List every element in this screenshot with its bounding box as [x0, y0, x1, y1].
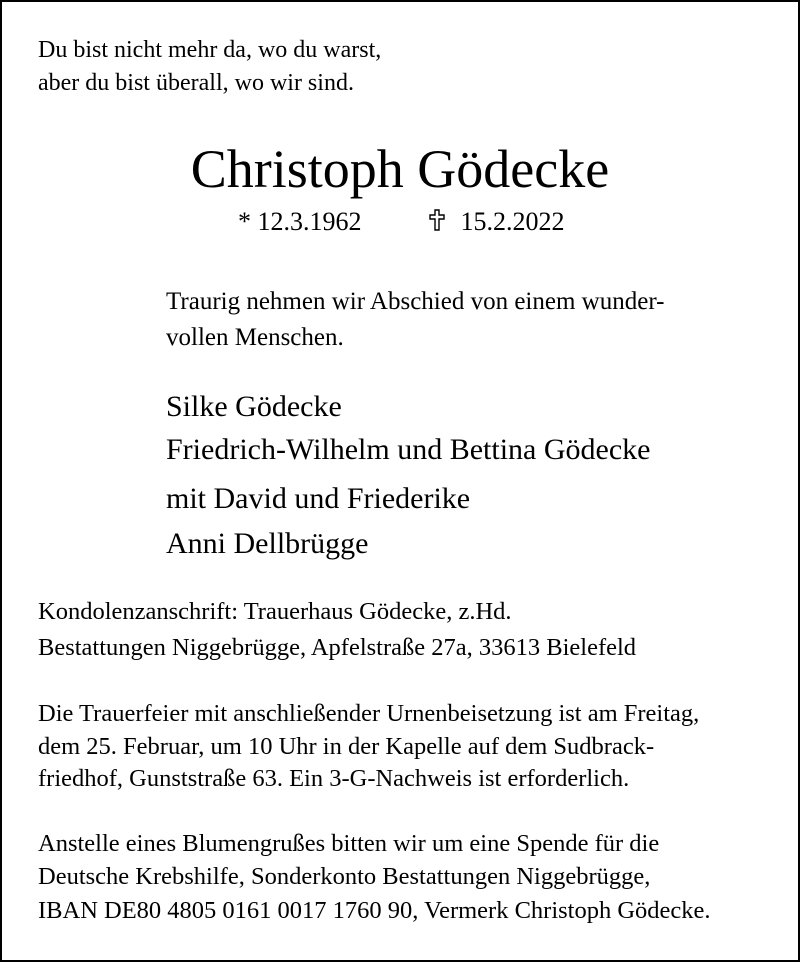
service-info-line-1: Die Trauerfeier mit anschließender Urnenbeisetzung ist am Freitag,	[38, 700, 700, 727]
service-info-line-2: dem 25. Februar, um 10 Uhr in der Kapelle auf dem Sudbrack-	[38, 733, 655, 760]
farewell-line-2: vollen Menschen.	[166, 324, 344, 351]
donation-info-line-3: IBAN DE80 4805 0161 0017 1760 90, Vermerk Christoph Gödecke.	[38, 897, 711, 924]
farewell-line-1: Traurig nehmen wir Abschied von einem wunder-	[166, 288, 665, 315]
mourner-name: Silke Gödecke	[166, 390, 342, 423]
mourner-name: Friedrich-Wilhelm und Bettina Gödecke	[166, 433, 651, 466]
birth-date: * 12.3.1962	[238, 207, 362, 236]
deceased-name: Christoph Gödecke	[190, 139, 610, 199]
verse-line-2: aber du bist überall, wo wir sind.	[38, 70, 354, 96]
donation-info-line-2: Deutsche Krebshilfe, Sonderkonto Bestattungen Niggebrügge,	[38, 863, 651, 890]
condolence-address-line-1: Kondolenzanschrift: Trauerhaus Gödecke, z.Hd.	[38, 598, 512, 625]
service-info-line-3: friedhof, Gunststraße 63. Ein 3-G-Nachweis ist erforderlich.	[38, 765, 630, 792]
verse-line-1: Du bist nicht mehr da, wo du warst,	[38, 37, 382, 63]
latin-cross-icon	[428, 209, 446, 236]
death-date-group	[428, 209, 565, 236]
death-date: 15.2.2022	[460, 207, 565, 236]
donation-info-line-1: Anstelle eines Blumengrußes bitten wir um eine Spende für die	[38, 830, 660, 857]
condolence-address-line-2: Bestattungen Niggebrügge, Apfelstraße 27a, 33613 Bielefeld	[38, 634, 637, 661]
mourner-name: mit David und Friederike	[166, 482, 471, 515]
mourner-name: Anni Dellbrügge	[166, 527, 369, 560]
